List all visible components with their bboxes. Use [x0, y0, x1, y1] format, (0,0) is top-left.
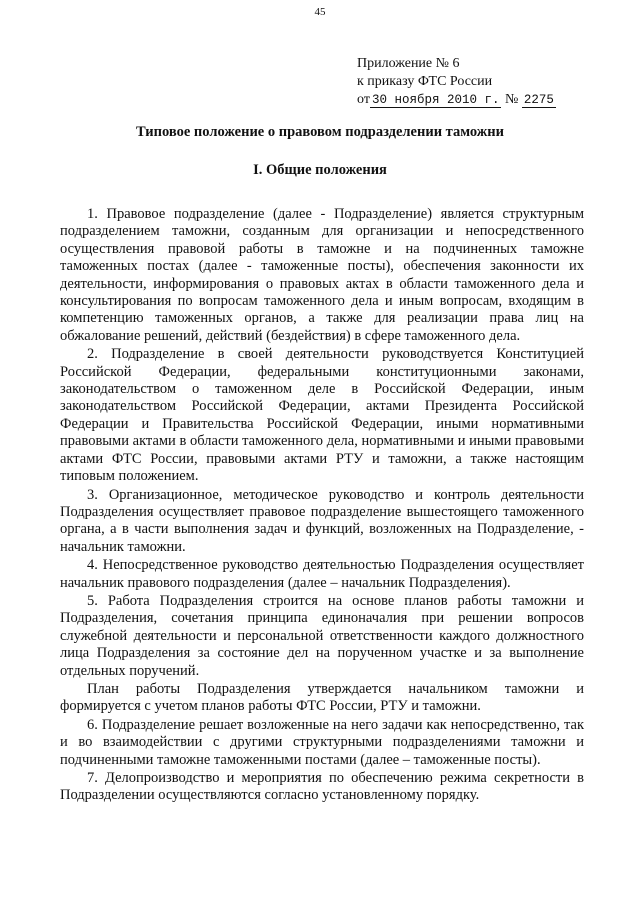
paragraph-5: 5. Работа Подразделения строится на основе планов работы таможни и Подразделения, сочетания принципа единоначалия при решении вопросов служебной деятельности и персональной ответственности каждого должностного лица Подразделения за состояние дел на порученном участке и за выполнение отдельных поручений.: [60, 592, 584, 679]
date-prefix: от: [357, 92, 370, 107]
appendix-line-1: Приложение № 6: [357, 56, 460, 71]
number-prefix: №: [504, 92, 519, 107]
paragraph-4: 4. Непосредственное руководство деятельностью Подразделения осуществляет начальник правового подразделения (далее – начальник Подразделения).: [60, 557, 584, 591]
order-number: 2275: [523, 93, 554, 107]
paragraph-5-plan: План работы Подразделения утверждается начальником таможни и формируется с учетом планов работы ФТС России, РТУ и таможни.: [60, 680, 584, 715]
document-title: Типовое положение о правовом подразделении таможни: [135, 124, 505, 140]
appendix-block: [357, 55, 556, 109]
paragraph-1: 1. Правовое подразделение (далее - Подразделение) является структурным подразделением таможни, созданным для организации и непосредственного осуществления правовой работы в таможне и на подчиненных таможне таможенных постах (далее - таможенные посты), обеспечения законности их деятельности, информирования о правовых актах в области таможенного дела и консультирования по вопросам таможенного дела и иным вопросам, входящим в компетенцию таможенных органов, а также для реализации права лиц на обжалование решений, действий (бездействия) в сфере таможенного дела.: [60, 206, 584, 344]
paragraph-3: 3. Организационное, методическое руководство и контроль деятельности Подразделения осуществляет правовое подразделение вышестоящего таможенного органа, а в части выполнения задач и функций, возложенных на Подразделение, - начальник таможни.: [60, 486, 584, 555]
page-number: 45: [314, 6, 326, 18]
paragraph-6: 6. Подразделение решает возложенные на него задачи как непосредственно, так и во взаимодействии с другими структурными подразделениями таможни и подчиненными таможне таможенными постами (далее – таможенные посты).: [60, 716, 584, 768]
appendix-line-2: к приказу ФТС России: [357, 74, 493, 89]
order-date: 30 ноября 2010 г.: [371, 93, 500, 107]
paragraph-7: 7. Делопроизводство и мероприятия по обеспечению режима секретности в Подразделении осуществляются согласно установленному порядку.: [60, 770, 584, 804]
appendix-line-3: [357, 91, 556, 109]
document-body: [60, 206, 584, 806]
section-title: I. Общие положения: [253, 162, 387, 178]
paragraph-2: 2. Подразделение в своей деятельности руководствуется Конституцией Российской Федерации, федеральными конституционными законами, законодательством о таможенном деле в Российской Федерации, иным законодательством Российской Федерации, актами Президента Российской Федерации и Правительства Российской Федерации, иными нормативными правовыми актами в области таможенного дела, нормативными и иными правовыми актами ФТС России, правовыми актами РТУ и таможни, а также настоящим типовым положением.: [60, 346, 584, 485]
